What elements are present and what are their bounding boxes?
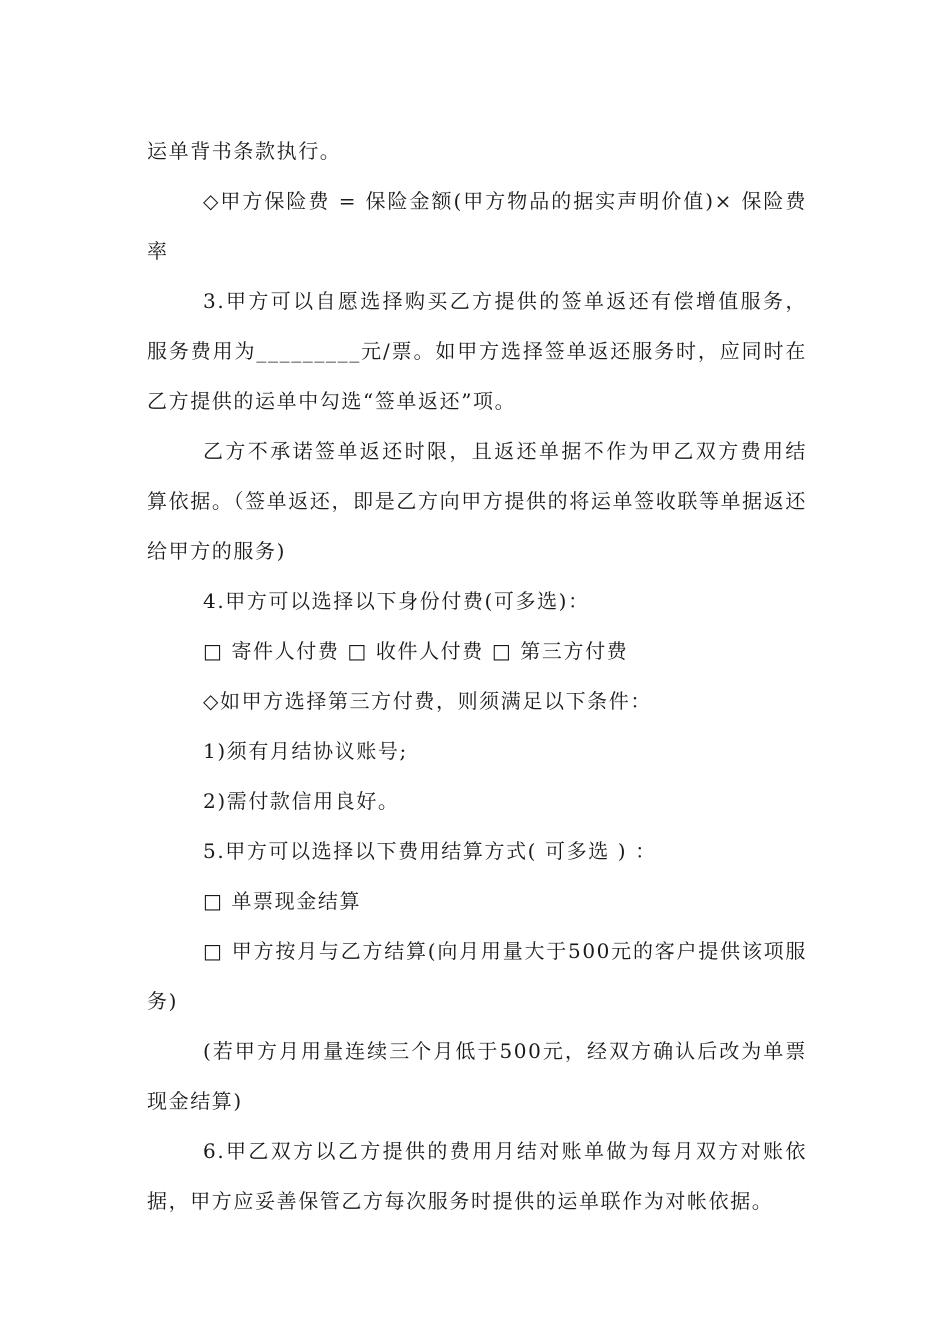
paragraph-insurance-formula: ◇甲方保险费 = 保险金额(甲方物品的据实声明价值)× 保险费率 bbox=[147, 189, 807, 263]
paragraph-clause-6: 6.甲乙双方以乙方提供的费用月结对账单做为每月双方对账依据，甲方应妥善保管乙方每次服务时提供的运单联作为对帐依据。 bbox=[147, 1139, 807, 1213]
paragraph: 运单背书条款执行。 bbox=[147, 139, 342, 163]
settlement-option-monthly: □ 甲方按月与乙方结算(向月用量大于500元的客户提供该项服务) bbox=[147, 939, 807, 1013]
payer-options: □ 寄件人付费 □ 收件人付费 □ 第三方付费 bbox=[203, 639, 629, 663]
document-body bbox=[147, 126, 807, 1226]
paragraph-third-party-conditions: ◇如甲方选择第三方付费，则须满足以下条件： bbox=[203, 689, 652, 713]
paragraph-monthly-note: (若甲方月用量连续三个月低于500元，经双方确认后改为单票现金结算) bbox=[147, 1039, 807, 1113]
condition-item-2: 2)需付款信用良好。 bbox=[203, 789, 400, 813]
settlement-option-cash: □ 单票现金结算 bbox=[203, 889, 362, 913]
paragraph-return-note: 乙方不承诺签单返还时限，且返还单据不作为甲乙双方费用结算依据。（签单返还，即是乙方向甲方提供的将运单签收联等单据返还给甲方的服务) bbox=[147, 439, 807, 563]
condition-item-1: 1)须有月结协议账号; bbox=[203, 739, 408, 763]
paragraph-clause-5: 5.甲方可以选择以下费用结算方式( 可多选 ) ： bbox=[203, 839, 657, 863]
paragraph-clause-4: 4.甲方可以选择以下身份付费(可多选)： bbox=[203, 589, 590, 613]
paragraph-clause-3: 3.甲方可以自愿选择购买乙方提供的签单返还有偿增值服务，服务费用为_________元/票。如甲方选择签单返还服务时，应同时在乙方提供的运单中勾选“签单返还”项。 bbox=[147, 289, 807, 413]
